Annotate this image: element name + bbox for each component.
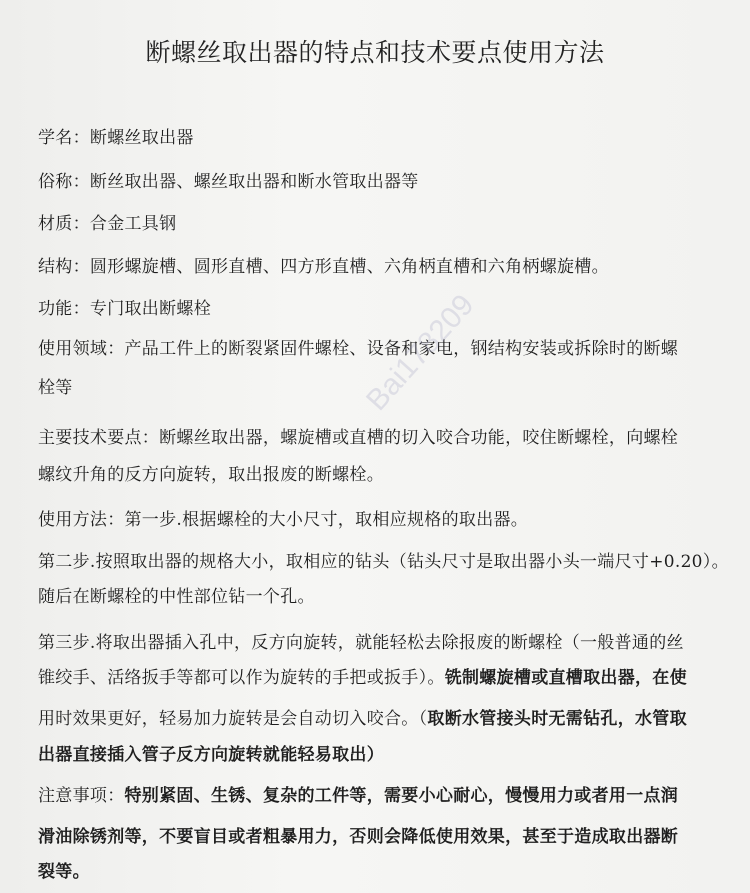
line-method-step2-1: 第二步.按照取出器的规格大小，取相应的钻头（钻头尺寸是取出器小头一端尺寸+0.20）。 (38, 552, 729, 572)
line-key-points-1: 主要技术要点：断螺丝取出器，螺旋槽或直槽的切入咬合功能，咬住断螺栓，向螺栓 (38, 428, 679, 448)
line-function: 功能：专门取出断螺栓 (38, 299, 211, 319)
line-notes-1 (38, 781, 678, 806)
line-common-name: 俗称：断丝取出器、螺丝取出器和断水管取出器等 (38, 172, 419, 192)
line-method-step1: 使用方法：第一步.根据螺栓的大小尺寸，取相应规格的取出器。 (38, 510, 529, 530)
text-notes-body-1: 特别紧固、生锈、复杂的工件等，需要小心耐心，慢慢用力或者用一点润 (124, 786, 679, 806)
line-water-pipe-note-2: 出器直接插入管子反方向旋转就能轻易取出） (38, 745, 384, 765)
text-milled-extractor: 铣制螺旋槽或直槽取出器，在使 (444, 668, 687, 688)
line-method-step3-2 (38, 663, 687, 688)
text-step3-effect: 用时效果更好，轻易加力旋转是会自动切入咬合。（ (38, 709, 428, 729)
line-structure: 结构：圆形螺旋槽、圆形直槽、四方形直槽、六角柄直槽和六角柄螺旋槽。 (38, 257, 609, 277)
line-notes-3: 裂等。 (38, 862, 90, 882)
text-notes-label: 注意事项： (38, 786, 125, 806)
text-step3-tools: 锥绞手、活络扳手等都可以作为旋转的手把或扳手）。 (38, 668, 445, 688)
line-material: 材质：合金工具钢 (38, 214, 177, 234)
watermark-text: Bai178209 (360, 288, 481, 418)
line-usage-field-2: 栓等 (38, 378, 73, 398)
line-method-step3-3 (38, 704, 687, 729)
line-scientific-name: 学名：断螺丝取出器 (38, 128, 194, 148)
line-notes-2: 滑油除锈剂等，不要盲目或者粗暴用力，否则会降低使用效果，甚至于造成取出器断 (38, 827, 679, 847)
line-key-points-2: 螺纹升角的反方向旋转，取出报废的断螺栓。 (38, 465, 384, 485)
line-method-step2-2: 随后在断螺栓的中性部位钻一个孔。 (38, 587, 315, 607)
line-method-step3-1: 第三步.将取出器插入孔中，反方向旋转，就能轻松去除报废的断螺栓（一般普通的丝 (38, 633, 684, 653)
document-title: 断螺丝取出器的特点和技术要点使用方法 (145, 38, 605, 67)
line-usage-field-1: 使用领域：产品工件上的断裂紧固件螺栓、设备和家电，钢结构安装或拆除时的断螺 (38, 339, 679, 359)
text-water-pipe-note-1: 取断水管接头时无需钻孔，水管取 (427, 709, 687, 729)
